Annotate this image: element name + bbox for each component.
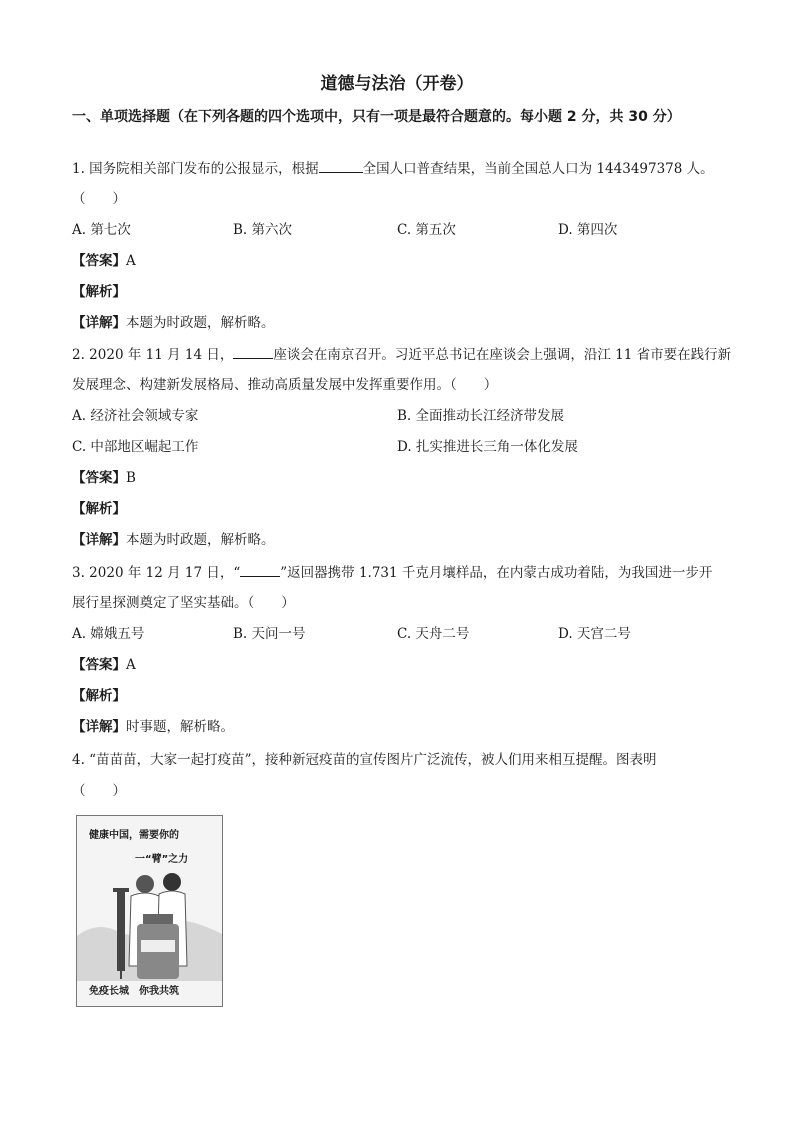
question-1-answer: 【答案】A	[72, 253, 136, 269]
question-3-analysis: 【解析】	[72, 688, 126, 704]
question-3-stem-cont: 展行星探测奠定了坚实基础。（ ）	[72, 595, 295, 611]
question-2-option-c[interactable]: C. 中部地区崛起工作	[72, 439, 199, 455]
poster-illustration	[77, 816, 222, 1006]
question-2-option-d[interactable]: D. 扎实推进长三角一体化发展	[397, 439, 578, 455]
question-3-detail: 【详解】时事题，解析略。	[72, 719, 234, 735]
question-3-option-a[interactable]: A. 嫦娥五号	[72, 626, 145, 642]
answer-blank	[240, 562, 280, 577]
question-1-option-c[interactable]: C. 第五次	[397, 222, 456, 238]
question-3-stem: 3. 2020 年 12 月 17 日，“ ”返回器携带 1.731 千克月壤样品，在内蒙古成功着陆，为我国进一步开	[72, 562, 712, 583]
answer-blank	[233, 344, 273, 359]
page-title: 道德与法治（开卷）	[320, 74, 474, 94]
poster-line-3: 免疫长城 你我共筑	[89, 986, 179, 997]
question-1-option-d[interactable]: D. 第四次	[558, 222, 618, 238]
question-2-stem: 2. 2020 年 11 月 14 日， 座谈会在南京召开。习近平总书记在座谈会上强调，沿江 11 省市要在践行新	[72, 344, 731, 365]
question-3-answer: 【答案】A	[72, 657, 136, 673]
question-2-detail: 【详解】本题为时政题，解析略。	[72, 532, 275, 548]
question-1-paren: （ ）	[72, 191, 126, 207]
question-1-option-a[interactable]: A. 第七次	[72, 222, 131, 238]
question-3-option-c[interactable]: C. 天舟二号	[397, 626, 470, 642]
section-heading: 一、单项选择题（在下列各题的四个选项中，只有一项是最符合题意的。每小题 2 分，共 30 分）	[72, 109, 681, 125]
vaccine-poster	[76, 815, 223, 1007]
question-4-stem: 4. “苗苗苗，大家一起打疫苗”，接种新冠疫苗的宣传图片广泛流传，被人们用来相互提醒。图表明	[72, 752, 657, 768]
question-1-stem: 1. 国务院相关部门发布的公报显示，根据 全国人口普查结果，当前全国总人口为 1443497378 人。	[72, 158, 714, 179]
question-2-answer: 【答案】B	[72, 470, 136, 486]
question-1-detail: 【详解】本题为时政题，解析略。	[72, 315, 275, 331]
question-2-option-a[interactable]: A. 经济社会领域专家	[72, 408, 199, 424]
answer-blank	[319, 158, 363, 173]
question-2-analysis: 【解析】	[72, 501, 126, 517]
poster-line-1: 健康中国，需要你的	[89, 830, 179, 841]
poster-line-2: 一“臂”之力	[135, 854, 189, 865]
question-1-option-b[interactable]: B. 第六次	[233, 222, 293, 238]
question-2-option-b[interactable]: B. 全面推动长江经济带发展	[397, 408, 565, 424]
question-3-option-b[interactable]: B. 天问一号	[233, 626, 306, 642]
question-2-stem-cont: 发展理念、构建新发展格局、推动高质量发展中发挥重要作用。（ ）	[72, 377, 498, 393]
question-1-analysis: 【解析】	[72, 284, 126, 300]
question-3-option-d[interactable]: D. 天宫二号	[558, 626, 631, 642]
question-4-paren: （ ）	[72, 783, 126, 799]
